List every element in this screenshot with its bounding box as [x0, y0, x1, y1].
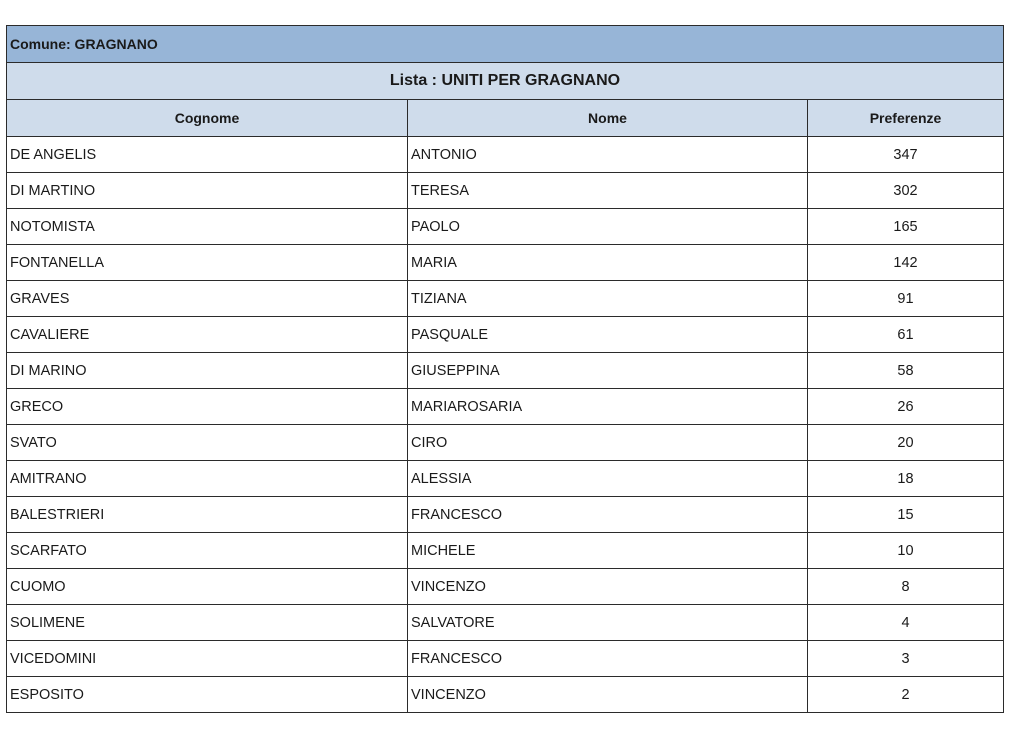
column-header-nome: Nome — [408, 100, 808, 137]
cell-nome: ANTONIO — [408, 137, 808, 173]
results-sheet — [6, 25, 1003, 713]
table-row — [7, 497, 1004, 533]
cell-preferenze: 20 — [808, 425, 1004, 461]
cell-nome: MARIA — [408, 245, 808, 281]
cell-preferenze: 10 — [808, 533, 1004, 569]
table-row — [7, 245, 1004, 281]
cell-cognome: GRECO — [7, 389, 408, 425]
table-row — [7, 533, 1004, 569]
cell-nome: TIZIANA — [408, 281, 808, 317]
cell-preferenze: 58 — [808, 353, 1004, 389]
cell-nome: VINCENZO — [408, 569, 808, 605]
table-row — [7, 425, 1004, 461]
cell-preferenze: 18 — [808, 461, 1004, 497]
cell-nome: MICHELE — [408, 533, 808, 569]
cell-cognome: SVATO — [7, 425, 408, 461]
cell-preferenze: 3 — [808, 641, 1004, 677]
table-row — [7, 461, 1004, 497]
table-row — [7, 605, 1004, 641]
cell-cognome: DI MARTINO — [7, 173, 408, 209]
cell-cognome: NOTOMISTA — [7, 209, 408, 245]
cell-nome: GIUSEPPINA — [408, 353, 808, 389]
cell-preferenze: 165 — [808, 209, 1004, 245]
cell-cognome: VICEDOMINI — [7, 641, 408, 677]
cell-nome: MARIAROSARIA — [408, 389, 808, 425]
table-row — [7, 209, 1004, 245]
cell-nome: PAOLO — [408, 209, 808, 245]
table-row — [7, 641, 1004, 677]
cell-cognome: FONTANELLA — [7, 245, 408, 281]
table-row — [7, 389, 1004, 425]
cell-nome: TERESA — [408, 173, 808, 209]
cell-cognome: CAVALIERE — [7, 317, 408, 353]
cell-preferenze: 8 — [808, 569, 1004, 605]
cell-preferenze: 26 — [808, 389, 1004, 425]
cell-preferenze: 4 — [808, 605, 1004, 641]
cell-preferenze: 2 — [808, 677, 1004, 713]
cell-nome: VINCENZO — [408, 677, 808, 713]
cell-preferenze: 61 — [808, 317, 1004, 353]
cell-nome: FRANCESCO — [408, 641, 808, 677]
cell-nome: SALVATORE — [408, 605, 808, 641]
cell-preferenze: 91 — [808, 281, 1004, 317]
cell-nome: PASQUALE — [408, 317, 808, 353]
cell-cognome: BALESTRIERI — [7, 497, 408, 533]
cell-nome: FRANCESCO — [408, 497, 808, 533]
cell-cognome: CUOMO — [7, 569, 408, 605]
comune-label: Comune: GRAGNANO — [7, 26, 1004, 63]
lista-label: Lista : UNITI PER GRAGNANO — [7, 63, 1004, 100]
cell-cognome: SCARFATO — [7, 533, 408, 569]
column-header-preferenze: Preferenze — [808, 100, 1004, 137]
cell-cognome: DE ANGELIS — [7, 137, 408, 173]
table-row — [7, 281, 1004, 317]
cell-cognome: SOLIMENE — [7, 605, 408, 641]
table-row — [7, 677, 1004, 713]
preferences-table — [6, 25, 1004, 713]
lista-header-row — [7, 63, 1004, 100]
cell-cognome: GRAVES — [7, 281, 408, 317]
table-row — [7, 353, 1004, 389]
cell-preferenze: 142 — [808, 245, 1004, 281]
table-row — [7, 173, 1004, 209]
table-body — [7, 137, 1004, 713]
cell-nome: ALESSIA — [408, 461, 808, 497]
column-header-row — [7, 100, 1004, 137]
table-row — [7, 569, 1004, 605]
comune-header-row — [7, 26, 1004, 63]
cell-nome: CIRO — [408, 425, 808, 461]
cell-cognome: DI MARINO — [7, 353, 408, 389]
cell-preferenze: 347 — [808, 137, 1004, 173]
cell-cognome: ESPOSITO — [7, 677, 408, 713]
table-row — [7, 317, 1004, 353]
column-header-cognome: Cognome — [7, 100, 408, 137]
table-row — [7, 137, 1004, 173]
cell-preferenze: 302 — [808, 173, 1004, 209]
cell-cognome: AMITRANO — [7, 461, 408, 497]
cell-preferenze: 15 — [808, 497, 1004, 533]
